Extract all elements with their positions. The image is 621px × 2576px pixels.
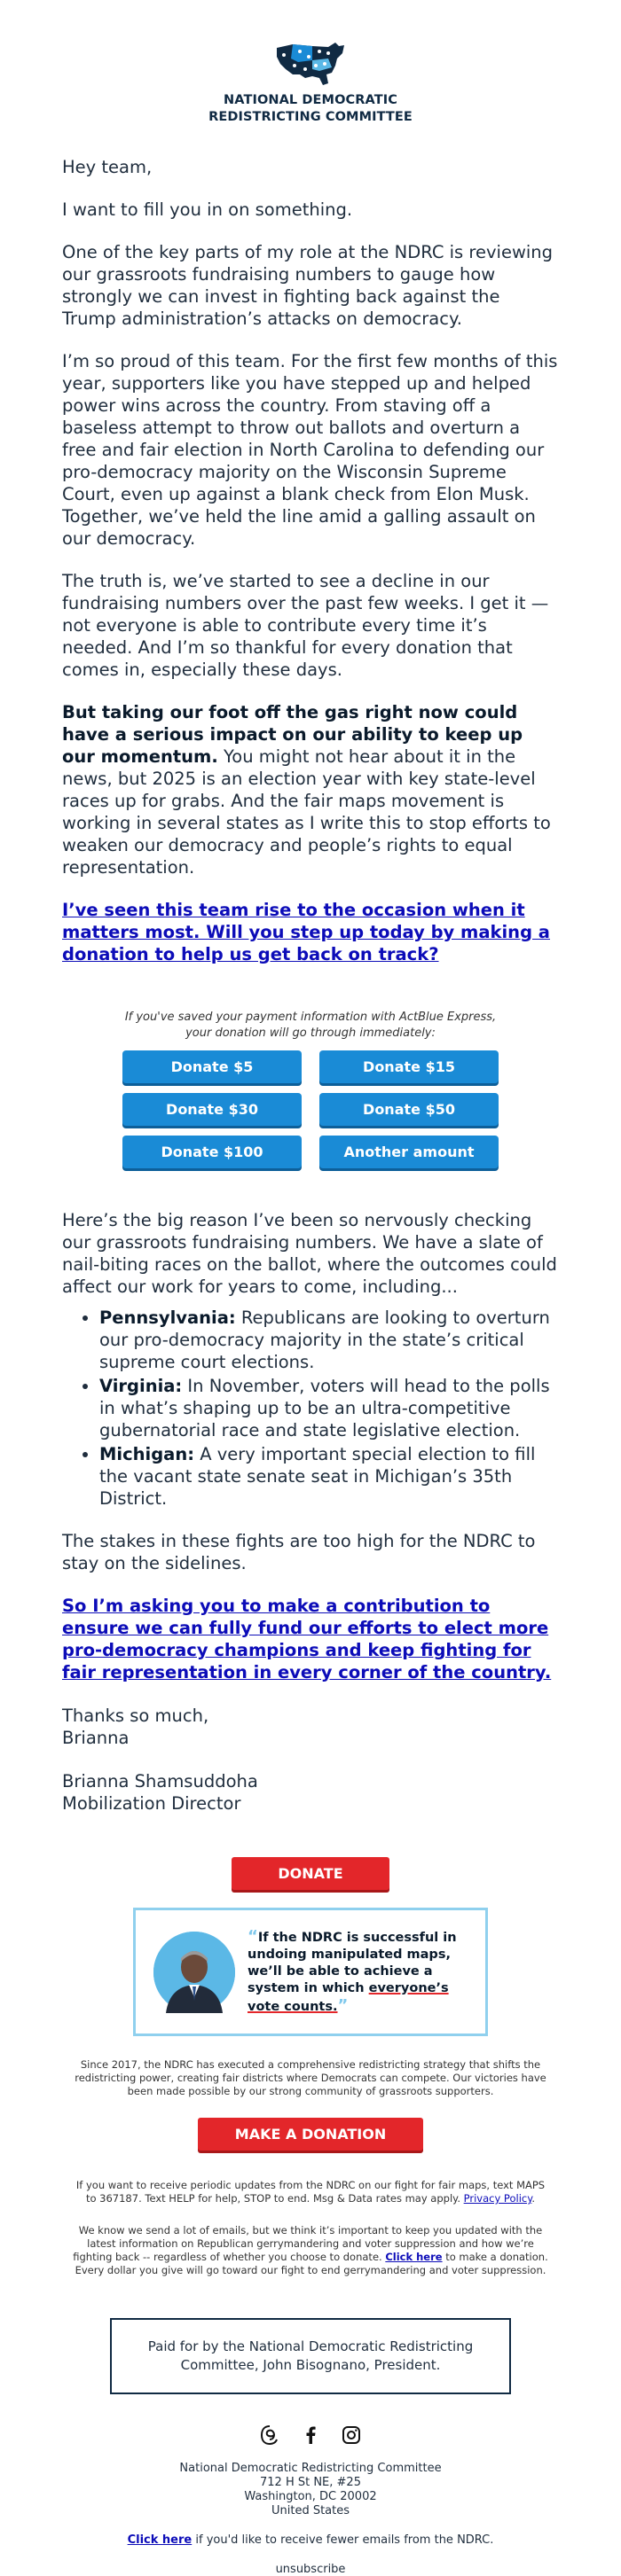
signer-first-name: Brianna (62, 1728, 130, 1748)
donate-30-button[interactable]: Donate $30 (122, 1093, 302, 1126)
contribution-appeal-link[interactable]: So I’m asking you to make a contribution to ensure we can fully fund our efforts to elect more pro-democracy champions and keep fighting for fair representation in every corner of the country. (62, 1596, 552, 1682)
unsubscribe-link[interactable]: unsubscribe (275, 2563, 346, 2576)
address-line-3: Washington, DC 20002 (244, 2490, 377, 2503)
sms-updates-body: If you want to receive periodic updates from the NDRC on our fight for fair maps, text MAPS to 367187. Text HELP for help, STOP to end. Msg & Data rates may apply. (75, 2179, 546, 2205)
donate-button[interactable]: DONATE (232, 1857, 389, 1890)
mailing-address (0, 2462, 621, 2518)
email-notice-body: We know we send a lot of emails, but we think it’s important to keep you updated with the latest information on Republican gerrymandering and voter suppression and how we’re fighting back -- regardless of whether you choose to donate. (73, 2224, 543, 2263)
sms-updates-text (0, 2179, 621, 2205)
org-name (0, 92, 621, 126)
state-label: Michigan: (99, 1444, 195, 1464)
signature (62, 1705, 559, 1815)
quote-body: If the NDRC is successful in undoing manipulated maps, we’ll be able to achieve a system in which (248, 1931, 457, 1995)
paragraph-2: I’m so proud of this team. For the first few months of this year, supporters like you have stepped up and helped power wins across the country. From staving off a baseless attempt to throw out ballots and overturn a free and fair election in North Carolina to defending our pro-democracy majority on the Wisconsin Supreme Court, even up against a blank check from Elon Musk. Together, we’ve held the line amid a galling assault on our democracy. (62, 351, 558, 549)
speaker-portrait (153, 1932, 235, 2013)
race-description: In November, voters will head to the polls in what’s shaping up to be an ultra-competitive gubernatorial race and state legislative election. (99, 1376, 550, 1440)
social-links (0, 2424, 621, 2446)
another-amount-button[interactable]: Another amount (319, 1136, 499, 1168)
threads-icon[interactable] (259, 2424, 280, 2446)
email-notice-end: to make a donation. Every dollar you give will go toward our fight to end gerrymandering and voter suppression. (75, 2251, 548, 2276)
donate-block (0, 1010, 621, 1168)
ndrc-map-logo-icon (273, 39, 348, 89)
races-list (62, 1307, 559, 1510)
fewer-emails-text (0, 2533, 621, 2547)
donation-appeal-link[interactable]: I’ve seen this team rise to the occasion when it matters most. Will you step up today by making a donation to help us get back on track? (62, 900, 550, 964)
race-description: Republicans are looking to overturn our pro-democracy majority in the state’s critical supreme court elections. (99, 1308, 550, 1372)
actblue-note: If you've saved your payment information with ActBlue Express, your donation will go through immediately: (124, 1011, 497, 1040)
paragraph-4-bold: But taking our foot off the gas right now could have a serious impact on our ability to keep up our momentum. (62, 702, 523, 767)
letter-body-2 (0, 1209, 621, 1815)
address-line-4: United States (271, 2504, 350, 2517)
address-line-2: 712 H St NE, #25 (260, 2476, 361, 2489)
state-label: Virginia: (99, 1376, 183, 1396)
open-quote-mark: “ (248, 1927, 258, 1946)
fewer-emails-body: if you'd like to receive fewer emails from the NDRC. (192, 2533, 494, 2547)
person-photo-icon (153, 1932, 235, 2013)
quote-text (248, 1928, 468, 2016)
instagram-icon[interactable] (341, 2424, 362, 2446)
sign-off: Thanks so much, (62, 1706, 209, 1726)
facebook-icon[interactable] (300, 2424, 321, 2446)
unsubscribe-row (0, 2563, 621, 2576)
email-notice-text (0, 2224, 621, 2277)
intro-paragraph: I want to fill you in on something. (62, 199, 353, 220)
click-here-donate-link[interactable]: Click here (385, 2251, 443, 2263)
list-item (99, 1443, 559, 1510)
paragraph-1: One of the key parts of my role at the NDRC is reviewing our grassroots fundraising numbers to gauge how strongly we can invest in fighting back against the Trump administration’s attacks on democracy. (62, 242, 554, 329)
privacy-policy-link[interactable]: Privacy Policy (463, 2192, 532, 2205)
paragraph-4 (62, 701, 559, 878)
sms-updates-end: . (531, 2192, 536, 2205)
list-item (99, 1307, 559, 1373)
donate-100-button[interactable]: Donate $100 (122, 1136, 302, 1168)
paragraph-6: The stakes in these fights are too high for the NDRC to stay on the sidelines. (62, 1531, 536, 1573)
state-label: Pennsylvania: (99, 1308, 236, 1328)
signer-title: Mobilization Director (62, 1793, 241, 1814)
quote-emphasis: everyone’s vote counts. (248, 1981, 449, 2014)
fewer-emails-link[interactable]: Click here (127, 2533, 193, 2547)
signer-full-name: Brianna Shamsuddoha (62, 1771, 258, 1791)
donate-50-button[interactable]: Donate $50 (319, 1093, 499, 1126)
paragraph-5: Here’s the big reason I’ve been so nervously checking our grassroots fundraising numbers. We have a slate of nail-biting races on the ballot, where the outcomes could affect our work for years to come, including... (62, 1210, 557, 1297)
paragraph-3: The truth is, we’ve started to see a decline in our fundraising numbers over the past few weeks. I get it — not everyone is able to contribute every time it’s needed. And I’m so thankful for every donation that comes in, especially these days. (62, 571, 549, 680)
header (0, 0, 621, 126)
race-description: A very important special election to fill the vacant state senate seat in Michigan’s 35th District. (99, 1444, 536, 1509)
since-2017-text: Since 2017, the NDRC has executed a comprehensive redistricting strategy that shifts the redistricting power, creating fair districts where Democrats can compete. Our victories have been made possible by our strong community of grassroots supporters. (75, 2058, 546, 2097)
address-line-1: National Democratic Redistricting Committee (179, 2462, 442, 2475)
donate-15-button[interactable]: Donate $15 (319, 1050, 499, 1083)
donation-amount-grid (122, 1050, 499, 1168)
letter-body (0, 156, 621, 965)
list-item (99, 1375, 559, 1441)
close-quote-mark: ” (337, 1996, 349, 2015)
greeting: Hey team, (62, 157, 153, 177)
make-a-donation-button[interactable]: MAKE A DONATION (198, 2118, 423, 2151)
donate-5-button[interactable]: Donate $5 (122, 1050, 302, 1083)
org-name-line-2: REDISTRICTING COMMITTEE (208, 110, 413, 124)
paid-for-box: Paid for by the National Democratic Redistricting Committee, John Bisognano, President. (110, 2318, 511, 2394)
paragraph-4-rest: You might not hear about it in the news, but 2025 is an election year with key state-level races up for grabs. And the fair maps movement is working in several states as I write this to stop efforts to weaken our democracy and people’s rights to equal representation. (62, 746, 551, 878)
quote-card (133, 1908, 488, 2036)
org-name-line-1: NATIONAL DEMOCRATIC (224, 93, 397, 107)
